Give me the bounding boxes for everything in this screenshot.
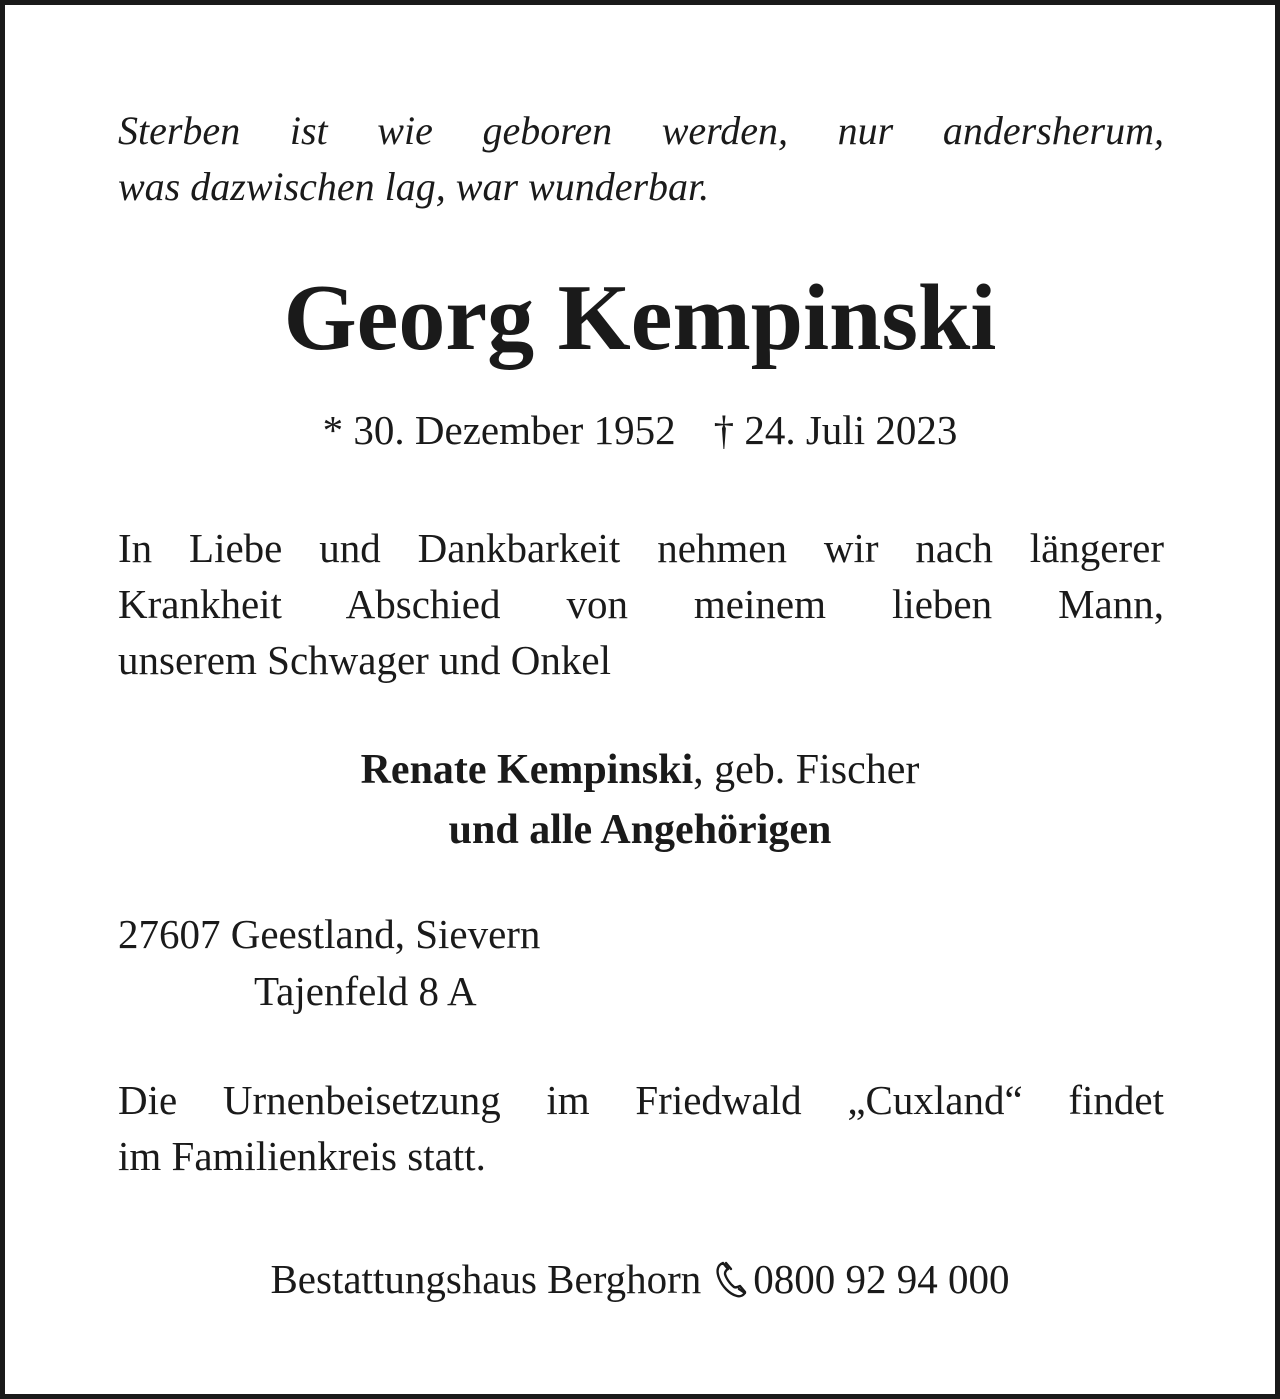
widow-maiden-name: , geb. Fischer — [693, 747, 920, 793]
widow-line — [0, 740, 1280, 800]
phone-handset-icon — [713, 1259, 749, 1299]
motto-line-1: Sterben ist wie geboren werden, nur andersherum, — [118, 108, 1164, 153]
widow-name: Renate Kempinski — [360, 747, 694, 793]
address — [118, 906, 1164, 1020]
relatives-line: und alle Angehörigen — [448, 807, 832, 853]
address-street: Tajenfeld 8 A — [254, 968, 477, 1014]
intro-line-3: unserem Schwager und Onkel — [118, 637, 612, 683]
deceased-name: Georg Kempinski — [283, 266, 997, 370]
mourners — [0, 740, 1280, 860]
notice-line-2: im Familienkreis statt. — [118, 1133, 486, 1179]
motto-line-2: was dazwischen lag, war wunderbar. — [118, 164, 710, 209]
birth-date: * 30. Dezember 1952 — [322, 407, 676, 453]
death-date: † 24. Juli 2023 — [713, 407, 958, 453]
funeral-home-name: Bestattungshaus Berghorn — [270, 1256, 702, 1302]
motto — [118, 103, 1164, 215]
phone-number: 0800 92 94 000 — [753, 1256, 1010, 1302]
address-city: 27607 Geestland, Sievern — [118, 911, 541, 957]
intro-line-1: In Liebe und Dankbarkeit nehmen wir nach längerer — [118, 525, 1164, 571]
intro-line-2: Krankheit Abschied von meinem lieben Mann, — [118, 581, 1164, 627]
burial-notice — [118, 1072, 1164, 1184]
notice-line-1: Die Urnenbeisetzung im Friedwald „Cuxland“ findet — [118, 1077, 1164, 1123]
intro-text — [118, 520, 1164, 688]
life-dates — [0, 403, 1280, 457]
funeral-home-footer — [0, 1250, 1280, 1308]
